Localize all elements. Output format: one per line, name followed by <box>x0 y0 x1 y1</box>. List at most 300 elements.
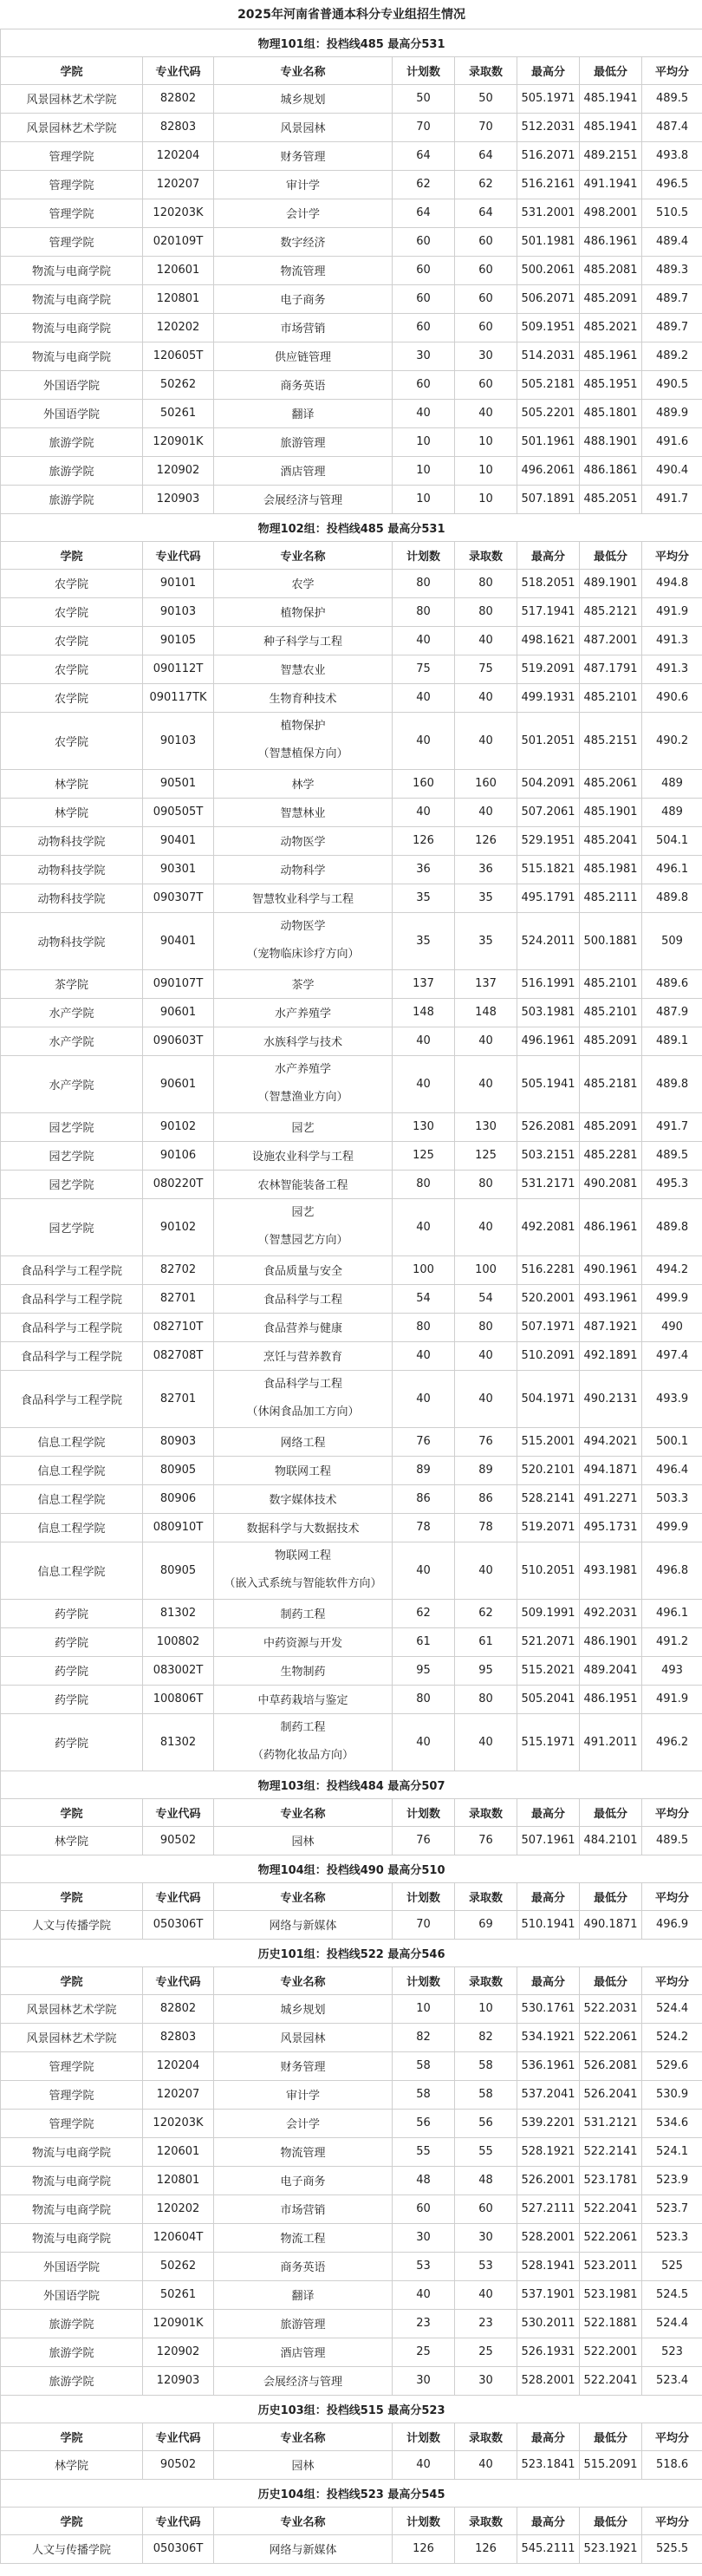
min-score-cell: 486.1951 <box>580 1685 642 1713</box>
plan-cell: 23 <box>393 2309 455 2338</box>
major-cell <box>214 712 393 769</box>
table-row <box>1 884 702 912</box>
plan-cell: 62 <box>393 170 455 199</box>
admitted-cell: 60 <box>455 256 517 284</box>
avg-score-cell: 489.7 <box>642 313 702 342</box>
table-row <box>1 969 702 998</box>
major-cell: 网络工程 <box>214 1427 393 1456</box>
college-cell: 物流与电商学院 <box>1 256 143 284</box>
group-title: 物理104组：投档线490 最高分510 <box>1 1855 702 1882</box>
code-cell: 90301 <box>143 855 214 884</box>
code-cell: 90401 <box>143 826 214 855</box>
major-cell: 会计学 <box>214 199 393 227</box>
column-header: 平均分 <box>642 541 702 569</box>
plan-cell: 70 <box>393 113 455 141</box>
college-cell: 人文与传播学院 <box>1 2534 143 2563</box>
min-score-cell: 488.1901 <box>580 427 642 456</box>
plan-cell: 56 <box>393 2109 455 2137</box>
major-cell: 烹饪与营养教育 <box>214 1341 393 1370</box>
column-header: 平均分 <box>642 1966 702 1994</box>
admitted-cell: 40 <box>455 1027 517 1055</box>
avg-score-cell: 496.5 <box>642 170 702 199</box>
avg-score-cell: 490 <box>642 1313 702 1341</box>
college-cell: 动物科技学院 <box>1 912 143 969</box>
table-row <box>1 342 702 370</box>
table-row <box>1 313 702 342</box>
college-cell: 信息工程学院 <box>1 1484 143 1513</box>
min-score-cell: 526.2081 <box>580 2051 642 2080</box>
plan-cell: 40 <box>393 2450 455 2479</box>
plan-cell: 137 <box>393 969 455 998</box>
major-direction: （宠物临床诊疗方向） <box>246 948 360 961</box>
avg-score-cell: 493.9 <box>642 1370 702 1427</box>
min-score-cell: 491.1941 <box>580 170 642 199</box>
table-row <box>1 456 702 485</box>
table-row <box>1 1542 702 1599</box>
column-header: 计划数 <box>393 1966 455 1994</box>
code-cell: 90102 <box>143 1198 214 1255</box>
max-score-cell: 516.2071 <box>517 141 580 170</box>
major-cell: 数据科学与大数据技术 <box>214 1513 393 1542</box>
code-cell: 81302 <box>143 1599 214 1627</box>
plan-cell: 40 <box>393 1027 455 1055</box>
group-header-row <box>1 1771 702 1798</box>
college-cell: 水产学院 <box>1 998 143 1027</box>
min-score-cell: 522.2141 <box>580 2137 642 2166</box>
min-score-cell: 485.1941 <box>580 84 642 113</box>
admitted-cell: 10 <box>455 427 517 456</box>
table-row <box>1 256 702 284</box>
table-row <box>1 370 702 399</box>
min-score-cell: 489.2151 <box>580 141 642 170</box>
college-cell: 农学院 <box>1 712 143 769</box>
college-cell: 外国语学院 <box>1 2280 143 2309</box>
column-header: 专业名称 <box>214 1966 393 1994</box>
min-score-cell: 485.2181 <box>580 1055 642 1112</box>
avg-score-cell: 494.2 <box>642 1255 702 1284</box>
min-score-cell: 515.2091 <box>580 2450 642 2479</box>
table-row <box>1 227 702 256</box>
plan-cell: 40 <box>393 1713 455 1771</box>
college-cell: 管理学院 <box>1 199 143 227</box>
avg-score-cell: 510.5 <box>642 199 702 227</box>
college-cell: 旅游学院 <box>1 2366 143 2395</box>
major-cell: 园林 <box>214 2450 393 2479</box>
admitted-cell: 126 <box>455 2534 517 2563</box>
column-header: 平均分 <box>642 1798 702 1826</box>
plan-cell: 60 <box>393 370 455 399</box>
college-cell: 旅游学院 <box>1 2309 143 2338</box>
avg-score-cell: 489.5 <box>642 1826 702 1855</box>
major-cell: 网络与新媒体 <box>214 1910 393 1939</box>
avg-score-cell: 489.8 <box>642 1198 702 1255</box>
min-score-cell: 531.2121 <box>580 2109 642 2137</box>
avg-score-cell: 489 <box>642 798 702 826</box>
max-score-cell: 501.1981 <box>517 227 580 256</box>
avg-score-cell: 487.9 <box>642 998 702 1027</box>
table-row <box>1 655 702 683</box>
major-cell: 市场营销 <box>214 313 393 342</box>
avg-score-cell: 523.7 <box>642 2194 702 2223</box>
admitted-cell: 40 <box>455 2450 517 2479</box>
avg-score-cell: 525 <box>642 2252 702 2280</box>
college-cell: 食品科学与工程学院 <box>1 1255 143 1284</box>
plan-cell: 10 <box>393 456 455 485</box>
code-cell: 090307T <box>143 884 214 912</box>
column-header: 计划数 <box>393 2507 455 2534</box>
admitted-cell: 64 <box>455 141 517 170</box>
admitted-cell: 76 <box>455 1427 517 1456</box>
code-cell: 090117TK <box>143 683 214 712</box>
major-direction: （休闲食品加工方向） <box>246 1405 360 1418</box>
min-score-cell: 522.2041 <box>580 2366 642 2395</box>
admitted-cell: 53 <box>455 2252 517 2280</box>
table-row <box>1 1826 702 1855</box>
min-score-cell: 485.2121 <box>580 597 642 626</box>
major-cell: 商务英语 <box>214 370 393 399</box>
column-header: 专业名称 <box>214 1882 393 1910</box>
plan-cell: 130 <box>393 1112 455 1141</box>
avg-score-cell: 497.4 <box>642 1341 702 1370</box>
college-cell: 物流与电商学院 <box>1 284 143 313</box>
max-score-cell: 510.2051 <box>517 1542 580 1599</box>
max-score-cell: 507.1971 <box>517 1313 580 1341</box>
college-cell: 动物科技学院 <box>1 855 143 884</box>
table-row <box>1 1141 702 1170</box>
college-cell: 动物科技学院 <box>1 884 143 912</box>
plan-cell: 126 <box>393 2534 455 2563</box>
max-score-cell: 501.2051 <box>517 712 580 769</box>
major-cell: 会计学 <box>214 2109 393 2137</box>
college-cell: 信息工程学院 <box>1 1542 143 1599</box>
min-score-cell: 485.2051 <box>580 485 642 513</box>
admitted-cell: 55 <box>455 2137 517 2166</box>
college-cell: 农学院 <box>1 683 143 712</box>
max-score-cell: 501.1961 <box>517 427 580 456</box>
avg-score-cell: 489.5 <box>642 84 702 113</box>
major-cell: 数字媒体技术 <box>214 1484 393 1513</box>
max-score-cell: 519.2071 <box>517 1513 580 1542</box>
max-score-cell: 509.1951 <box>517 313 580 342</box>
plan-cell: 60 <box>393 284 455 313</box>
max-score-cell: 523.1841 <box>517 2450 580 2479</box>
max-score-cell: 528.1921 <box>517 2137 580 2166</box>
min-score-cell: 485.1981 <box>580 855 642 884</box>
column-header: 录取数 <box>455 1966 517 1994</box>
admitted-cell: 10 <box>455 456 517 485</box>
code-cell: 90601 <box>143 1055 214 1112</box>
table-row <box>1 1627 702 1656</box>
column-header: 最低分 <box>580 56 642 84</box>
table-row <box>1 1685 702 1713</box>
avg-score-cell: 489 <box>642 769 702 798</box>
major-direction: （智慧园艺方向） <box>257 1234 348 1247</box>
code-cell: 90106 <box>143 1141 214 1170</box>
table-row <box>1 1713 702 1771</box>
max-score-cell: 505.1941 <box>517 1055 580 1112</box>
column-header: 录取数 <box>455 1882 517 1910</box>
table-row <box>1 1341 702 1370</box>
avg-score-cell: 524.5 <box>642 2280 702 2309</box>
max-score-cell: 507.2061 <box>517 798 580 826</box>
code-cell: 90502 <box>143 2450 214 2479</box>
admitted-cell: 40 <box>455 683 517 712</box>
college-cell: 林学院 <box>1 1826 143 1855</box>
table-row <box>1 84 702 113</box>
column-header: 最低分 <box>580 1798 642 1826</box>
max-score-cell: 531.2171 <box>517 1170 580 1198</box>
plan-cell: 10 <box>393 485 455 513</box>
admitted-cell: 160 <box>455 769 517 798</box>
major-cell: 翻译 <box>214 2280 393 2309</box>
plan-cell: 148 <box>393 998 455 1027</box>
admitted-cell: 10 <box>455 485 517 513</box>
major-cell: 智慧牧业科学与工程 <box>214 884 393 912</box>
major-cell: 城乡规划 <box>214 84 393 113</box>
plan-cell: 80 <box>393 1313 455 1341</box>
column-header-row <box>1 1882 702 1910</box>
plan-cell: 10 <box>393 427 455 456</box>
max-score-cell: 514.2031 <box>517 342 580 370</box>
college-cell: 药学院 <box>1 1713 143 1771</box>
admitted-cell: 35 <box>455 884 517 912</box>
min-score-cell: 490.1871 <box>580 1910 642 1939</box>
column-header-row <box>1 2423 702 2450</box>
max-score-cell: 507.1961 <box>517 1826 580 1855</box>
code-cell: 80903 <box>143 1427 214 1456</box>
code-cell: 082710T <box>143 1313 214 1341</box>
max-score-cell: 515.2021 <box>517 1656 580 1685</box>
group-header-row <box>1 1855 702 1882</box>
code-cell: 090505T <box>143 798 214 826</box>
college-cell: 水产学院 <box>1 1027 143 1055</box>
college-cell: 茶学院 <box>1 969 143 998</box>
avg-score-cell: 524.2 <box>642 2023 702 2051</box>
code-cell: 120207 <box>143 2080 214 2109</box>
major-cell: 中药资源与开发 <box>214 1627 393 1656</box>
min-score-cell: 489.1901 <box>580 569 642 597</box>
code-cell: 083002T <box>143 1656 214 1685</box>
table-row <box>1 569 702 597</box>
avg-score-cell: 523 <box>642 2338 702 2366</box>
college-cell: 物流与电商学院 <box>1 2166 143 2194</box>
college-cell: 动物科技学院 <box>1 826 143 855</box>
college-cell: 食品科学与工程学院 <box>1 1370 143 1427</box>
avg-score-cell: 495.3 <box>642 1170 702 1198</box>
major-cell: 食品质量与安全 <box>214 1255 393 1284</box>
college-cell: 园艺学院 <box>1 1141 143 1170</box>
major-cell: 翻译 <box>214 399 393 427</box>
plan-cell: 75 <box>393 655 455 683</box>
major-cell: 审计学 <box>214 170 393 199</box>
column-header: 专业代码 <box>143 1798 214 1826</box>
plan-cell: 36 <box>393 855 455 884</box>
major-direction: （智慧植保方向） <box>257 747 348 760</box>
column-header: 最低分 <box>580 541 642 569</box>
max-score-cell: 528.2001 <box>517 2223 580 2252</box>
min-score-cell: 522.2031 <box>580 1994 642 2023</box>
code-cell: 120203K <box>143 199 214 227</box>
min-score-cell: 485.2061 <box>580 769 642 798</box>
code-cell: 120902 <box>143 2338 214 2366</box>
avg-score-cell: 487.4 <box>642 113 702 141</box>
max-score-cell: 530.1761 <box>517 1994 580 2023</box>
plan-cell: 62 <box>393 1599 455 1627</box>
code-cell: 120903 <box>143 2366 214 2395</box>
min-score-cell: 485.2091 <box>580 284 642 313</box>
college-cell: 食品科学与工程学院 <box>1 1341 143 1370</box>
table-row <box>1 855 702 884</box>
avg-score-cell: 524.4 <box>642 2309 702 2338</box>
college-cell: 物流与电商学院 <box>1 2223 143 2252</box>
plan-cell: 40 <box>393 1341 455 1370</box>
admitted-cell: 40 <box>455 798 517 826</box>
major-cell: 电子商务 <box>214 284 393 313</box>
avg-score-cell: 493.8 <box>642 141 702 170</box>
plan-cell: 76 <box>393 1427 455 1456</box>
max-score-cell: 492.2081 <box>517 1198 580 1255</box>
column-header: 专业名称 <box>214 541 393 569</box>
min-score-cell: 500.1881 <box>580 912 642 969</box>
min-score-cell: 522.2061 <box>580 2223 642 2252</box>
admitted-cell: 80 <box>455 1313 517 1341</box>
code-cell: 90401 <box>143 912 214 969</box>
table-row <box>1 485 702 513</box>
admitted-cell: 10 <box>455 1994 517 2023</box>
plan-cell: 100 <box>393 1255 455 1284</box>
code-cell: 020109T <box>143 227 214 256</box>
college-cell: 食品科学与工程学院 <box>1 1313 143 1341</box>
college-cell: 管理学院 <box>1 227 143 256</box>
plan-cell: 40 <box>393 1198 455 1255</box>
table-row <box>1 826 702 855</box>
major-name: 园艺 <box>291 1206 315 1219</box>
min-score-cell: 492.2031 <box>580 1599 642 1627</box>
plan-cell: 60 <box>393 256 455 284</box>
column-header: 专业代码 <box>143 2507 214 2534</box>
code-cell: 80905 <box>143 1456 214 1484</box>
max-score-cell: 506.2071 <box>517 284 580 313</box>
min-score-cell: 485.2091 <box>580 1027 642 1055</box>
max-score-cell: 528.2001 <box>517 2366 580 2395</box>
major-cell: 中草药栽培与鉴定 <box>214 1685 393 1713</box>
min-score-cell: 486.1901 <box>580 1627 642 1656</box>
column-header: 平均分 <box>642 56 702 84</box>
admitted-cell: 40 <box>455 1198 517 1255</box>
max-score-cell: 496.1961 <box>517 1027 580 1055</box>
table-row <box>1 2194 702 2223</box>
avg-score-cell: 489.5 <box>642 1141 702 1170</box>
admitted-cell: 40 <box>455 399 517 427</box>
code-cell: 082708T <box>143 1341 214 1370</box>
group-title: 历史104组：投档线523 最高分545 <box>1 2479 702 2507</box>
code-cell: 120203K <box>143 2109 214 2137</box>
max-score-cell: 528.2141 <box>517 1484 580 1513</box>
code-cell: 120204 <box>143 2051 214 2080</box>
max-score-cell: 504.2091 <box>517 769 580 798</box>
admitted-cell: 40 <box>455 1341 517 1370</box>
min-score-cell: 493.1981 <box>580 1542 642 1599</box>
plan-cell: 126 <box>393 826 455 855</box>
admitted-cell: 60 <box>455 227 517 256</box>
table-row <box>1 170 702 199</box>
admitted-cell: 126 <box>455 826 517 855</box>
avg-score-cell: 496.2 <box>642 1713 702 1771</box>
avg-score-cell: 491.3 <box>642 655 702 683</box>
max-score-cell: 496.2061 <box>517 456 580 485</box>
table-row <box>1 2309 702 2338</box>
college-cell: 外国语学院 <box>1 370 143 399</box>
column-header: 平均分 <box>642 2507 702 2534</box>
avg-score-cell: 523.4 <box>642 2366 702 2395</box>
plan-cell: 35 <box>393 884 455 912</box>
min-score-cell: 492.1891 <box>580 1341 642 1370</box>
major-cell: 农林智能装备工程 <box>214 1170 393 1198</box>
admitted-cell: 36 <box>455 855 517 884</box>
admitted-cell: 60 <box>455 2194 517 2223</box>
min-score-cell: 485.1801 <box>580 399 642 427</box>
plan-cell: 10 <box>393 1994 455 2023</box>
college-cell: 药学院 <box>1 1627 143 1656</box>
max-score-cell: 520.2101 <box>517 1456 580 1484</box>
column-header: 计划数 <box>393 56 455 84</box>
code-cell: 90103 <box>143 712 214 769</box>
college-cell: 园艺学院 <box>1 1170 143 1198</box>
college-cell: 信息工程学院 <box>1 1427 143 1456</box>
major-cell: 酒店管理 <box>214 2338 393 2366</box>
avg-score-cell: 499.9 <box>642 1513 702 1542</box>
major-cell <box>214 1713 393 1771</box>
major-cell: 食品科学与工程 <box>214 1284 393 1313</box>
avg-score-cell: 504.1 <box>642 826 702 855</box>
plan-cell: 35 <box>393 912 455 969</box>
major-cell: 食品营养与健康 <box>214 1313 393 1341</box>
major-cell: 会展经济与管理 <box>214 485 393 513</box>
table-row <box>1 141 702 170</box>
major-cell: 城乡规划 <box>214 1994 393 2023</box>
admitted-cell: 62 <box>455 170 517 199</box>
college-cell: 旅游学院 <box>1 427 143 456</box>
major-cell: 财务管理 <box>214 2051 393 2080</box>
max-score-cell: 521.2071 <box>517 1627 580 1656</box>
column-header: 专业代码 <box>143 56 214 84</box>
plan-cell: 48 <box>393 2166 455 2194</box>
group-header-row <box>1 2395 702 2423</box>
column-header: 最高分 <box>517 1966 580 1994</box>
code-cell: 120801 <box>143 284 214 313</box>
min-score-cell: 522.2001 <box>580 2338 642 2366</box>
plan-cell: 55 <box>393 2137 455 2166</box>
major-cell: 智慧农业 <box>214 655 393 683</box>
table-row <box>1 2534 702 2563</box>
admitted-cell: 61 <box>455 1627 517 1656</box>
page-title: 2025年河南省普通本科分专业组招生情况 <box>1 0 702 29</box>
admitted-cell: 69 <box>455 1910 517 1939</box>
table-row <box>1 912 702 969</box>
college-cell: 信息工程学院 <box>1 1513 143 1542</box>
admitted-cell: 30 <box>455 342 517 370</box>
min-score-cell: 522.2041 <box>580 2194 642 2223</box>
avg-score-cell: 489.6 <box>642 969 702 998</box>
major-cell <box>214 1198 393 1255</box>
code-cell: 50261 <box>143 399 214 427</box>
avg-score-cell: 490.4 <box>642 456 702 485</box>
plan-cell: 25 <box>393 2338 455 2366</box>
column-header: 平均分 <box>642 2423 702 2450</box>
major-direction: （嵌入式系统与智能软件方向） <box>224 1577 382 1590</box>
admitted-cell: 137 <box>455 969 517 998</box>
max-score-cell: 526.1931 <box>517 2338 580 2366</box>
